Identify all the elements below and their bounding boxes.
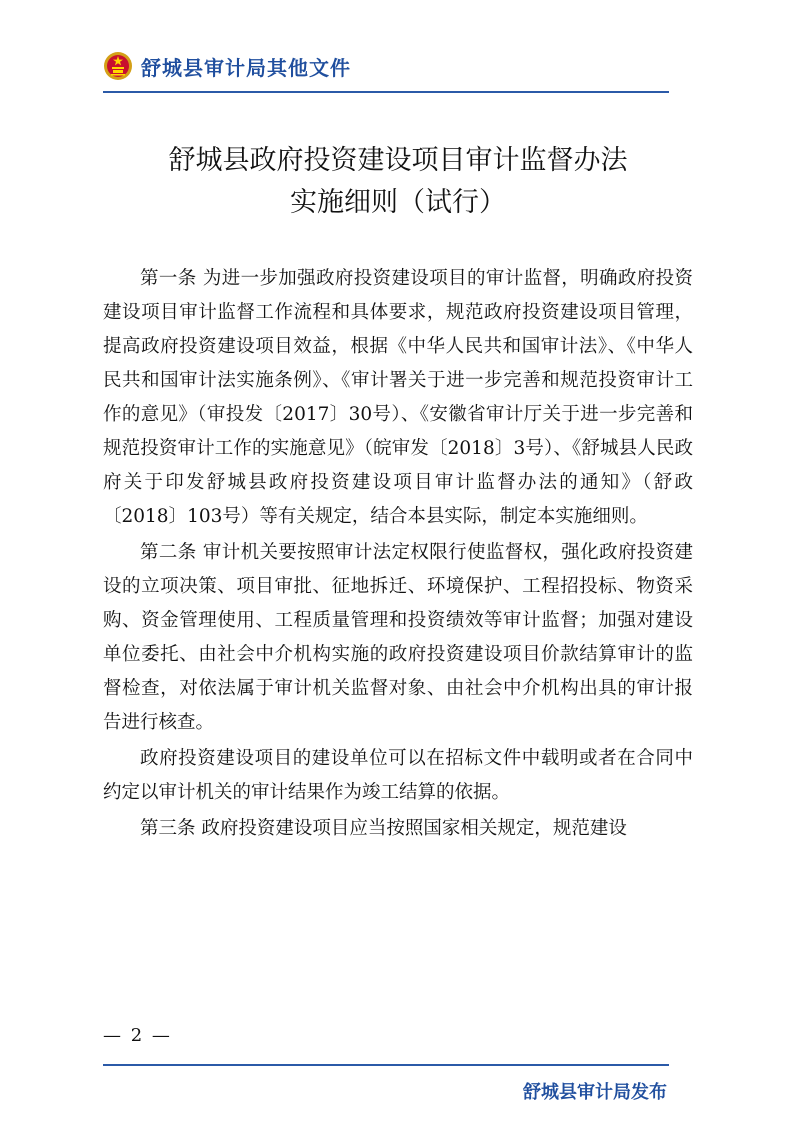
- document-title-line-2: 实施细则（试行）: [290, 187, 506, 218]
- page-number: — 2 —: [103, 1025, 172, 1046]
- paragraph-article-3: 第三条 政府投资建设项目应当按照国家相关规定，规范建设: [140, 818, 627, 839]
- paragraph-article-1: 第一条 为进一步加强政府投资建设项目的审计监督，明确政府投资建设项目审计监督工作流程和具体要求，规范政府投资建设项目管理，提高政府投资建设项目效益，根据《中华人民共和国审计法》、《中华人民共和国审计法实施条例》、《审计署关于进一步完善和规范投资审计工作的意见》（审投发〔2017〕30号）、《安徽省审计厅关于进一步完善和规范投资审计工作的实施意见》（皖审发〔2018〕3号）、《舒城县人民政府关于印发舒城县政府投资建设项目审计监督办法的通知》（舒政〔2018〕103号）等有关规定，结合本县实际，制定本实施细则。: [103, 268, 693, 527]
- document-title: [103, 140, 693, 224]
- footer-divider: [103, 1064, 669, 1066]
- header: [103, 50, 351, 82]
- footer-publisher: 舒城县审计局发布: [523, 1082, 667, 1103]
- header-divider: [103, 91, 669, 93]
- national-emblem-icon: [103, 51, 133, 81]
- header-title: 舒城县审计局其他文件: [141, 55, 351, 80]
- document-title-line-1: 舒城县政府投资建设项目审计监督办法: [168, 145, 628, 176]
- paragraph-article-2-cont: 政府投资建设项目的建设单位可以在招标文件中载明或者在合同中约定以审计机关的审计结果作为竣工结算的依据。: [103, 748, 693, 803]
- paragraph-article-2: 第二条 审计机关要按照审计法定权限行使监督权，强化政府投资建设的立项决策、项目审批、征地拆迁、环境保护、工程招投标、物资采购、资金管理使用、工程质量管理和投资绩效等审计监督；加强对建设单位委托、由社会中介机构实施的政府投资建设项目价款结算审计的监督检查，对依法属于审计机关监督对象、由社会中介机构出具的审计报告进行核查。: [103, 542, 693, 733]
- document-body: [103, 262, 693, 848]
